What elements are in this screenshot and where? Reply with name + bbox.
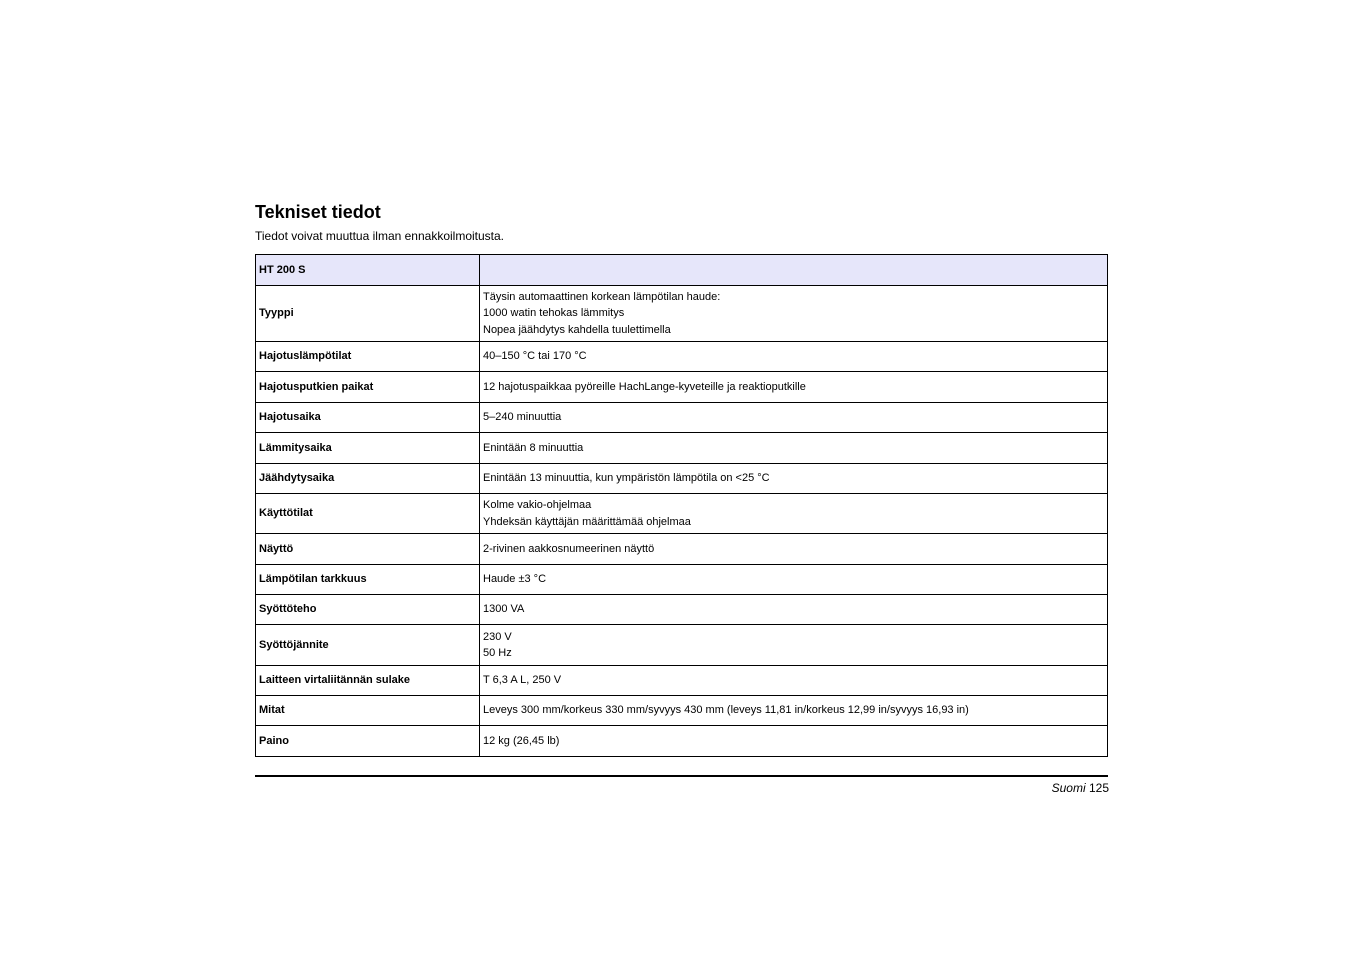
row-value: Haude ±3 °C xyxy=(480,565,1108,595)
page-title: Tekniset tiedot xyxy=(255,202,381,222)
row-value: 5–240 minuuttia xyxy=(480,403,1108,433)
row-value: 12 hajotuspaikkaa pyöreille HachLange-kyveteille ja reaktioputkille xyxy=(480,372,1108,403)
table-row xyxy=(256,625,1108,666)
table-row xyxy=(256,403,1108,433)
row-value xyxy=(480,286,1108,342)
table-row xyxy=(256,342,1108,372)
spec-table-body xyxy=(256,255,1108,757)
table-row xyxy=(256,726,1108,757)
row-label: Käyttötilat xyxy=(256,494,480,534)
row-value: Enintään 13 minuuttia, kun ympäristön lämpötila on <25 °C xyxy=(480,464,1108,494)
page-subtitle: Tiedot voivat muuttua ilman ennakkoilmoitusta. xyxy=(255,229,505,243)
table-row xyxy=(256,534,1108,565)
table-header-value xyxy=(480,255,1108,286)
page-footer xyxy=(1052,780,1109,796)
row-value: 40–150 °C tai 170 °C xyxy=(480,342,1108,372)
table-header-label: HT 200 S xyxy=(256,255,480,286)
row-value-line: 50 Hz xyxy=(483,647,512,659)
table-row xyxy=(256,666,1108,696)
row-value: 12 kg (26,45 lb) xyxy=(480,726,1108,757)
table-row xyxy=(256,565,1108,595)
row-value-line: Yhdeksän käyttäjän määrittämää ohjelmaa xyxy=(483,515,691,528)
row-label: Tyyppi xyxy=(256,286,480,342)
row-label: Hajotusaika xyxy=(256,403,480,433)
row-value xyxy=(480,494,1108,534)
row-value: 2-rivinen aakkosnumeerinen näyttö xyxy=(480,534,1108,565)
row-value-line: 1000 watin tehokas lämmitys xyxy=(483,307,625,320)
footer-divider xyxy=(255,775,1108,777)
row-label: Lämmitysaika xyxy=(256,433,480,464)
row-label: Laitteen virtaliitännän sulake xyxy=(256,666,480,696)
row-value-line: Nopea jäähdytys kahdella tuulettimella xyxy=(483,323,671,336)
row-label: Jäähdytysaika xyxy=(256,464,480,494)
row-label: Syöttöjännite xyxy=(256,625,480,666)
table-row xyxy=(256,372,1108,403)
row-label: Näyttö xyxy=(256,534,480,565)
row-value xyxy=(480,625,1108,666)
row-value: T 6,3 A L, 250 V xyxy=(480,666,1108,696)
row-value: 1300 VA xyxy=(480,595,1108,625)
row-value-line: Täysin automaattinen korkean lämpötilan haude: xyxy=(483,290,721,303)
table-row xyxy=(256,494,1108,534)
row-label: Paino xyxy=(256,726,480,757)
row-label: Mitat xyxy=(256,696,480,726)
table-row xyxy=(256,464,1108,494)
row-label: Hajotusputkien paikat xyxy=(256,372,480,403)
table-row xyxy=(256,286,1108,342)
footer-page-number: 125 xyxy=(1088,781,1109,795)
spec-table xyxy=(255,254,1108,757)
footer-language: Suomi xyxy=(1051,781,1086,795)
row-label: Hajotuslämpötilat xyxy=(256,342,480,372)
table-row xyxy=(256,696,1108,726)
table-row xyxy=(256,595,1108,625)
table-row xyxy=(256,433,1108,464)
row-value-line: Kolme vakio-ohjelmaa xyxy=(483,499,592,512)
row-label: Syöttöteho xyxy=(256,595,480,625)
row-value: Leveys 300 mm/korkeus 330 mm/syvyys 430 mm (leveys 11,81 in/korkeus 12,99 in/syvyys 16,93 in) xyxy=(480,696,1108,726)
table-header-row xyxy=(256,255,1108,286)
row-label: Lämpötilan tarkkuus xyxy=(256,565,480,595)
row-value-line: 230 V xyxy=(483,630,512,643)
row-value: Enintään 8 minuuttia xyxy=(480,433,1108,464)
